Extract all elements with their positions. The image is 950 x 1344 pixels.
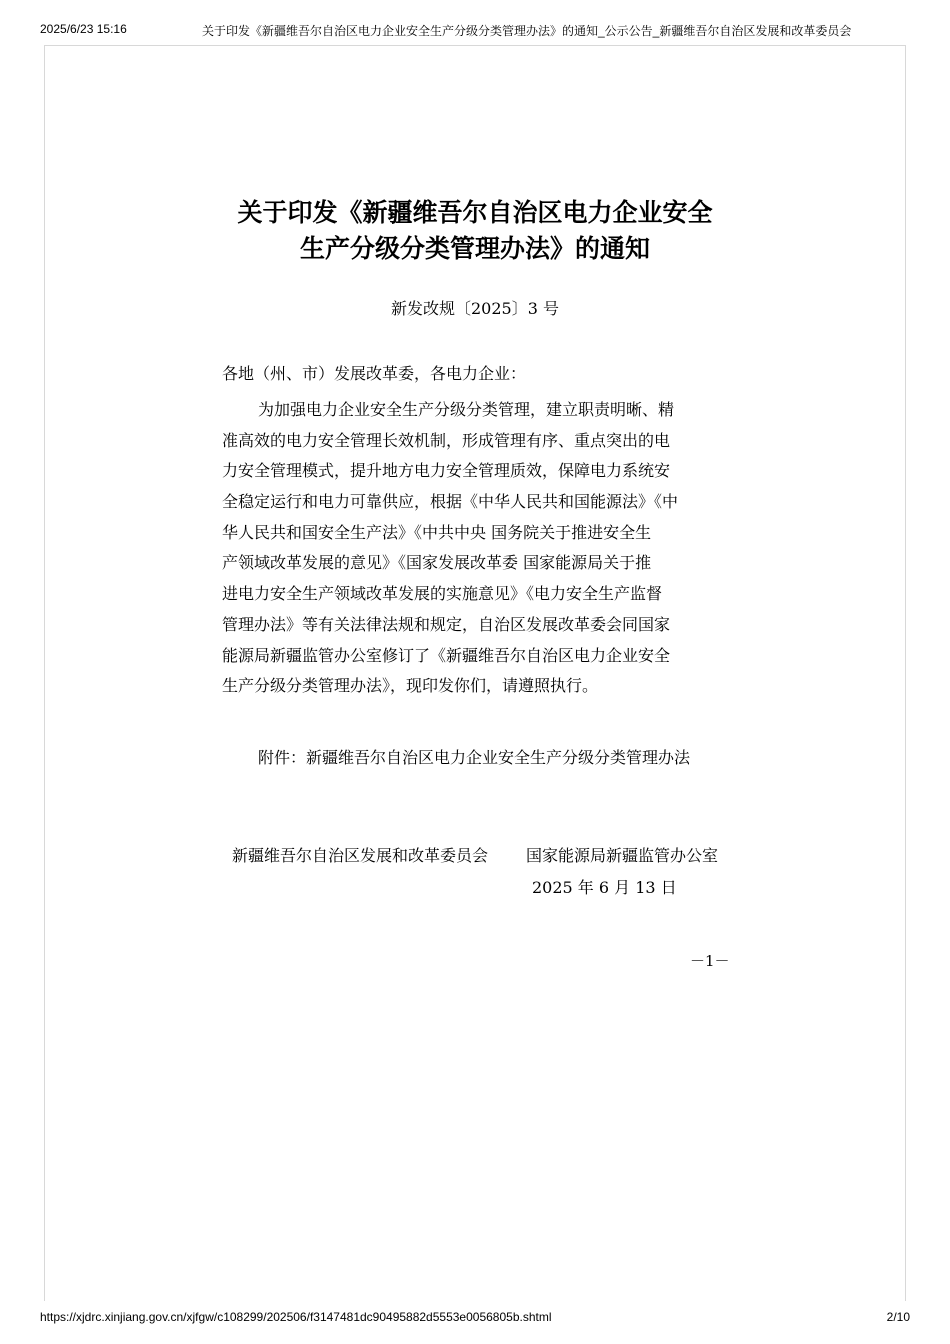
body-line: 进电力安全生产领域改革发展的实施意见》《电力安全生产监督 (222, 584, 663, 604)
body-line: 准高效的电力安全管理长效机制，形成管理有序、重点突出的电 (222, 430, 671, 450)
body-line: 华人民共和国安全生产法》《中共中央 国务院关于推进安全生 (222, 522, 652, 542)
issue-date: 2025 年 6 月 13 日 (532, 878, 677, 897)
print-datetime: 2025/6/23 15:16 (40, 22, 127, 36)
attachment-note: 附件：新疆维吾尔自治区电力企业安全生产分级分类管理办法 (258, 748, 691, 767)
document-page-number: －1－ (690, 952, 730, 970)
body-line: 管理办法》等有关法律法规和规定，自治区发展改革委会同国家 (222, 614, 671, 634)
salutation: 各地（州、市）发展改革委，各电力企业： (222, 364, 527, 383)
print-page-title: 关于印发《新疆维吾尔自治区电力企业安全生产分级分类管理办法》的通知_公示公告_新疆维吾尔自治区发展和改革委员会 (202, 24, 852, 38)
print-footer (0, 1308, 950, 1326)
document-title-line: 关于印发《新疆维吾尔自治区电力企业安全 (237, 198, 713, 227)
document-number: 新发改规〔2025〕3 号 (391, 299, 559, 318)
document-title-line: 生产分级分类管理办法》的通知 (299, 234, 650, 263)
issuer-development-reform-commission: 新疆维吾尔自治区发展和改革委员会 (232, 846, 489, 865)
document-title (0, 195, 950, 267)
body-line: 产领域改革发展的意见》《国家发展改革委 国家能源局关于推 (222, 553, 652, 573)
print-page-count: 2/10 (886, 1310, 910, 1324)
body-line: 生产分级分类管理办法》，现印发你们，请遵照执行。 (222, 676, 599, 696)
body-line: 全稳定运行和电力可靠供应，根据《中华人民共和国能源法》《中 (222, 492, 679, 512)
body-line: 为加强电力企业安全生产分级分类管理，建立职责明晰、精 (258, 400, 675, 419)
body-line: 力安全管理模式，提升地方电力安全管理质效，保障电力系统安 (222, 461, 671, 481)
print-url: https://xjdrc.xinjiang.gov.cn/xjfgw/c108299/202506/f3147481dc90495882d5553e0056805b.shtml (40, 1310, 552, 1324)
print-header (0, 20, 950, 38)
document-body (222, 395, 734, 702)
issuer-energy-regulatory-office: 国家能源局新疆监管办公室 (526, 846, 719, 865)
body-line: 能源局新疆监管办公室修订了《新疆维吾尔自治区电力企业安全 (222, 645, 671, 665)
